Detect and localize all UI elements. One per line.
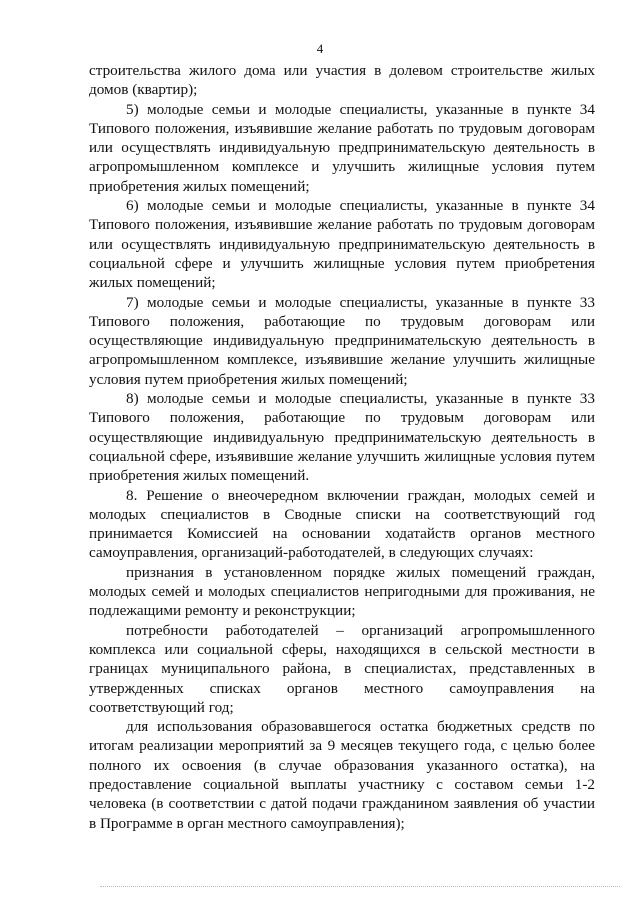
- paragraph-case-budget: для использования образовавшегося остатка бюджетных средств по итогам реализации мероприятий за 9 месяцев текущего года, с целью более полного их освоения (в случае образования указанного остатка), на предоставление социальной выплаты участнику с составом семьи 1-2 человека (в соответствии с датой подачи гражданином заявления об участии в Программе в орган местного самоуправления);: [89, 718, 595, 832]
- paragraph-item-5: 5) молодые семьи и молодые специалисты, указанные в пункте 34 Типового положения, изъявившие желание работать по трудовым договорам или осуществлять индивидуальную предпринимательскую деятельность в агропромышленном комплексе и улучшить жилищные условия путем приобретения жилых помещений;: [89, 100, 595, 195]
- paragraph-item-6: 6) молодые семьи и молодые специалисты, указанные в пункте 34 Типового положения, изъявившие желание работать по трудовым договорам или осуществлять индивидуальную предпринимательскую деятельность в социальной сфере и улучшить жилищные условия путем приобретения жилых помещений;: [89, 197, 595, 292]
- paragraph-item-7: 7) молодые семьи и молодые специалисты, указанные в пункте 33 Типового положения, работающие по трудовым договорам или осуществляющие индивидуальную предпринимательскую деятельность в агропромышленном комплексе, изъявившие желание улучшить жилищные условия путем приобретения жилых помещений;: [89, 293, 595, 388]
- paragraph-continuation: строительства жилого дома или участия в долевом строительстве жилых домов (квартир);: [89, 62, 595, 99]
- document-body: [89, 61, 595, 833]
- paragraph-item-8: 8) молодые семьи и молодые специалисты, указанные в пункте 33 Типового положения, работающие по трудовым договорам или осуществляющие индивидуальную предпринимательскую деятельность в социальной сфере, изъявившие желание улучшить жилищные условия путем приобретения жилых помещений.: [89, 390, 595, 485]
- bottom-scan-line: [100, 886, 620, 887]
- paragraph-case-employers: потребности работодателей – организаций агропромышленного комплекса или социальной сферы, находящихся в сельской местности в границах муниципального района, в специалистах, представленных в утвержденных списках органов местного самоуправления на соответствующий год;: [89, 621, 595, 716]
- paragraph-case-housing: признания в установленном порядке жилых помещений граждан, молодых семей и молодых специалистов непригодными для проживания, не подлежащими ремонту и реконструкции;: [89, 563, 595, 620]
- page-number: 4: [316, 41, 324, 56]
- paragraph-section-8: 8. Решение о внеочередном включении граждан, молодых семей и молодых специалистов в Сводные списки на соответствующий год принимается Комиссией на основании ходатайств органов местного самоуправления, организаций-работодателей, в следующих случаях:: [89, 486, 595, 562]
